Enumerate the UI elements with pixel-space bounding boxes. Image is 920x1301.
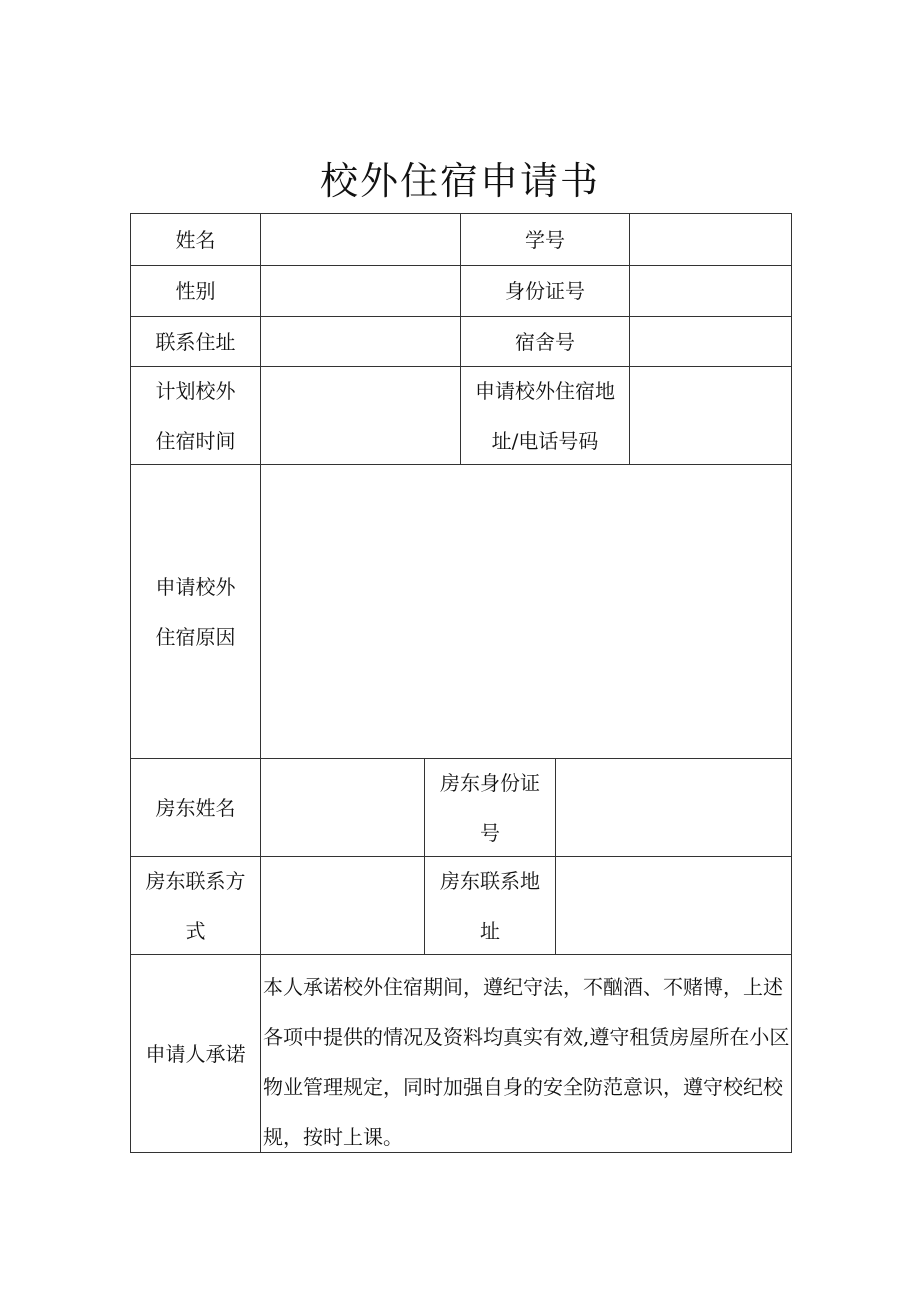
landlord-id-field[interactable] [556, 759, 791, 856]
landlord-address-label: 房东联系地 址 [440, 868, 540, 943]
page-title: 校外住宿申请书 [319, 159, 600, 203]
name-field[interactable] [261, 214, 460, 265]
landlord-address-field[interactable] [556, 857, 791, 954]
landlord-contact-label: 房东联系方 式 [145, 868, 246, 943]
landlord-contact-field[interactable] [261, 857, 424, 954]
reason-field[interactable] [261, 465, 791, 758]
dorm-number-field[interactable] [630, 317, 791, 366]
landlord-name-label: 房东姓名 [155, 795, 236, 820]
name-label: 姓名 [175, 227, 216, 252]
planned-time-field[interactable] [261, 367, 460, 464]
pledge-text: 本人承诺校外住宿期间，遵纪守法，不酗酒、不赌博，上述各项中提供的情况及资料均真实有效,遵守租赁房屋所在小区物业管理规定，同时加强自身的安全防范意识，遵守校纪校规，按时上课。 [263, 975, 790, 1149]
student-id-label: 学号 [525, 227, 565, 252]
contact-address-label: 联系住址 [155, 329, 236, 354]
pledge-label: 申请人承诺 [145, 1041, 246, 1066]
id-number-label: 身份证号 [505, 279, 585, 303]
off-campus-address-field[interactable] [630, 367, 791, 464]
gender-field[interactable] [261, 266, 460, 316]
table-rule [130, 1152, 792, 1153]
landlord-id-label: 房东身份证 号 [440, 770, 540, 845]
student-id-field[interactable] [630, 214, 791, 265]
gender-label: 性别 [175, 279, 216, 303]
contact-address-field[interactable] [261, 317, 460, 366]
planned-time-label: 计划校外 住宿时间 [155, 378, 236, 453]
landlord-name-field[interactable] [261, 759, 424, 856]
id-number-field[interactable] [630, 266, 791, 316]
dorm-number-label: 宿舍号 [515, 329, 575, 354]
reason-label: 申请校外 住宿原因 [155, 574, 236, 649]
off-campus-address-label: 申请校外住宿地 址/电话号码 [475, 378, 615, 453]
table-rule [791, 213, 792, 1153]
